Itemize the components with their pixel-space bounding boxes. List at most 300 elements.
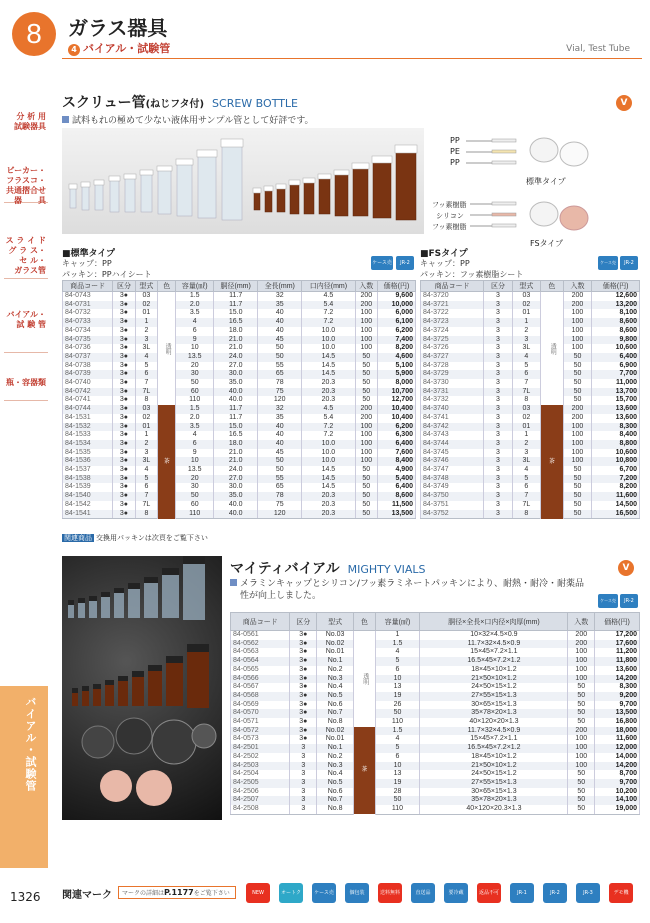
price: 5,900 — [378, 370, 416, 379]
standard-table — [62, 280, 416, 519]
col-header: 価格(円) — [378, 281, 416, 292]
product-code: 84-3744 — [421, 440, 484, 449]
price: 14,100 — [595, 796, 640, 805]
table-row — [63, 388, 416, 397]
model: 01 — [135, 309, 157, 318]
spec-value: 65 — [258, 370, 302, 379]
price: 8,600 — [378, 492, 416, 501]
price: 8,600 — [592, 318, 640, 327]
product-code: 84-3731 — [421, 388, 484, 397]
table-row — [231, 640, 640, 649]
quantity: 200 — [563, 292, 591, 301]
category: 3 — [290, 770, 317, 779]
product-code: 84-0742 — [63, 388, 113, 397]
sidebar-item-analysis[interactable]: 分 析 用 試験器具 — [14, 112, 46, 131]
price: 7,200 — [592, 475, 640, 484]
price: 16,500 — [592, 510, 640, 519]
table-row — [421, 388, 640, 397]
price: 15,700 — [592, 396, 640, 405]
category: 3● — [113, 483, 135, 492]
related-tag: 関連商品 — [64, 534, 92, 542]
spec-value: 2.0 — [176, 301, 214, 310]
product-code: 84-3741 — [421, 414, 484, 423]
model: 6 — [512, 483, 540, 492]
product-code: 84-2508 — [231, 805, 290, 814]
category: 3 — [290, 744, 317, 753]
quantity: 50 — [563, 353, 591, 362]
table-row — [63, 292, 416, 301]
price: 8,200 — [378, 344, 416, 353]
model: 8 — [512, 396, 540, 405]
category: 3● — [113, 457, 135, 466]
category: 3 — [484, 327, 512, 336]
model: No.1 — [317, 744, 354, 753]
spec-value: 60 — [176, 501, 214, 510]
spec-value: 120 — [258, 510, 302, 519]
price: 14,200 — [595, 762, 640, 771]
table-row — [63, 431, 416, 440]
spec-value: 75 — [258, 501, 302, 510]
dimensions: 15×45×7.2×1.1 — [420, 735, 568, 744]
spec-value: 14.5 — [302, 483, 355, 492]
price: 6,400 — [378, 483, 416, 492]
category: 3 — [290, 779, 317, 788]
spec-value: 50 — [176, 492, 214, 501]
quantity: 100 — [568, 675, 595, 684]
capacity: 6 — [375, 666, 420, 675]
quantity: 100 — [563, 449, 591, 458]
spec-value: 7.2 — [302, 423, 355, 432]
spec-value: 10 — [176, 344, 214, 353]
category: 3● — [290, 727, 317, 736]
col-header: 色 — [541, 281, 564, 292]
spec-value: 50 — [355, 370, 377, 379]
product-code: 84-3747 — [421, 466, 484, 475]
price: 14,000 — [595, 753, 640, 762]
spec-value: 50 — [258, 353, 302, 362]
product-code: 84-3750 — [421, 492, 484, 501]
spec-value: 60 — [176, 388, 214, 397]
spec-value: 40.0 — [214, 396, 258, 405]
category: 3 — [484, 301, 512, 310]
col-header: 型式 — [135, 281, 157, 292]
mighty-title-en: MIGHTY VIALS — [347, 563, 426, 576]
category: 3● — [113, 431, 135, 440]
col-header: 区分 — [113, 281, 135, 292]
price: 14,200 — [595, 675, 640, 684]
model: 4 — [135, 466, 157, 475]
category: 3● — [290, 718, 317, 727]
spec-value: 30.0 — [214, 370, 258, 379]
category: 3● — [113, 344, 135, 353]
sidebar-divider — [4, 400, 48, 401]
spec-value: 100 — [355, 440, 377, 449]
table-row — [231, 796, 640, 805]
category: 3 — [484, 309, 512, 318]
category: 3 — [484, 483, 512, 492]
spec-value: 40.0 — [214, 388, 258, 397]
price: 6,200 — [378, 423, 416, 432]
category: 3● — [290, 701, 317, 710]
spec-value: 78 — [258, 492, 302, 501]
dimensions: 30×65×15×1.3 — [420, 701, 568, 710]
spec-value: 11.7 — [214, 414, 258, 423]
capacity: 50 — [375, 709, 420, 718]
spec-value: 4.5 — [302, 292, 355, 301]
model: No.5 — [317, 692, 354, 701]
table-row — [421, 431, 640, 440]
model: No.1 — [317, 657, 354, 666]
spec-value: 18.0 — [214, 440, 258, 449]
col-header: 色 — [158, 281, 176, 292]
spec-value: 50 — [355, 388, 377, 397]
price: 18,000 — [595, 727, 640, 736]
spec-value: 50 — [355, 396, 377, 405]
category: 3● — [113, 449, 135, 458]
table-row — [63, 492, 416, 501]
mark-icon: JR-1 — [510, 883, 534, 903]
table-row — [421, 492, 640, 501]
spec-value: 40 — [258, 327, 302, 336]
model: No.03 — [317, 631, 354, 640]
price: 4,600 — [378, 353, 416, 362]
price: 10,800 — [592, 457, 640, 466]
spec-value: 40.0 — [214, 510, 258, 519]
spec-value: 3.5 — [176, 309, 214, 318]
spec-value: 50 — [355, 379, 377, 388]
product-code: 84-1539 — [63, 483, 113, 492]
table-row — [63, 309, 416, 318]
price: 10,700 — [378, 388, 416, 397]
table-row — [63, 457, 416, 466]
price: 8,600 — [592, 327, 640, 336]
product-code: 84-3724 — [421, 327, 484, 336]
spec-value: 40 — [258, 440, 302, 449]
table-row — [421, 396, 640, 405]
price: 8,300 — [592, 423, 640, 432]
spec-value: 15.0 — [214, 309, 258, 318]
marks-box-text: マークの詳細は — [122, 890, 165, 897]
section-subtitle — [68, 40, 170, 56]
price: 17,200 — [595, 631, 640, 640]
price: 8,200 — [592, 483, 640, 492]
product-code: 84-1531 — [63, 414, 113, 423]
table-row — [421, 309, 640, 318]
table-row — [231, 779, 640, 788]
price: 7,600 — [378, 449, 416, 458]
table-row — [421, 405, 640, 414]
model: No.01 — [317, 648, 354, 657]
price: 6,200 — [378, 327, 416, 336]
product-code: 84-0744 — [63, 405, 113, 414]
product-code: 84-3751 — [421, 501, 484, 510]
table-row — [63, 449, 416, 458]
price: 8,400 — [378, 457, 416, 466]
price: 6,700 — [592, 466, 640, 475]
spec-value: 50 — [355, 353, 377, 362]
spec-value: 50 — [355, 501, 377, 510]
spec-value: 20.3 — [302, 388, 355, 397]
marks-box-suffix: をご覧下さい — [193, 890, 230, 897]
col-header: 区分 — [484, 281, 512, 292]
mighty-title-main: マイティバイアル — [230, 561, 340, 577]
quantity: 50 — [563, 466, 591, 475]
price: 12,700 — [378, 396, 416, 405]
model: 5 — [512, 475, 540, 484]
color-clear: 透明 — [541, 292, 564, 406]
price: 6,100 — [378, 318, 416, 327]
model: No.3 — [317, 762, 354, 771]
product-code: 84-0735 — [63, 336, 113, 345]
spec-value: 7.2 — [302, 309, 355, 318]
col-header: 商品コード — [231, 613, 290, 631]
quantity: 200 — [568, 727, 595, 736]
case-sale-icon: ケース売 — [371, 256, 393, 270]
marks-box-page[interactable]: P.1177 — [164, 888, 194, 897]
spec-value: 120 — [258, 396, 302, 405]
category: 3 — [484, 405, 512, 414]
category: 3 — [484, 353, 512, 362]
category: 3● — [113, 405, 135, 414]
case-sale-icon: ケース売 — [598, 256, 618, 270]
spec-value: 24.0 — [214, 353, 258, 362]
product-code: 84-2507 — [231, 796, 290, 805]
category: 3● — [113, 309, 135, 318]
model: 1 — [512, 431, 540, 440]
product-code: 84-3743 — [421, 431, 484, 440]
product-code: 84-1533 — [63, 431, 113, 440]
table-row — [421, 510, 640, 519]
price: 13,600 — [592, 405, 640, 414]
mighty-description — [230, 578, 630, 602]
category: 3● — [290, 657, 317, 666]
table-row — [63, 344, 416, 353]
quantity: 100 — [563, 457, 591, 466]
quantity: 50 — [563, 396, 591, 405]
spec-value: 40 — [258, 431, 302, 440]
price: 8,400 — [592, 431, 640, 440]
capacity: 4 — [375, 735, 420, 744]
model: 1 — [135, 431, 157, 440]
mighty-vial-illustration — [62, 556, 222, 820]
quantity: 50 — [568, 701, 595, 710]
col-header: 型式 — [317, 613, 354, 631]
dimensions: 18×45×10×1.2 — [420, 753, 568, 762]
category: 3 — [484, 318, 512, 327]
mighty-table — [230, 612, 640, 815]
product-code: 84-0571 — [231, 718, 290, 727]
sidebar-item-slide[interactable]: ス ラ イ ド グ ラ ス・ セ ル・ ガラス管 — [5, 236, 46, 275]
spec-value: 200 — [355, 414, 377, 423]
price: 11,200 — [595, 648, 640, 657]
fs-layer-label: フッ素樹脂 — [432, 223, 467, 231]
model: No.3 — [317, 675, 354, 684]
model: 03 — [512, 405, 540, 414]
spec-value: 21.0 — [214, 336, 258, 345]
spec-value: 45 — [258, 449, 302, 458]
brand-logo-icon: V — [616, 95, 632, 111]
category: 3● — [113, 327, 135, 336]
category: 3● — [113, 362, 135, 371]
quantity: 100 — [563, 423, 591, 432]
table-row — [231, 727, 640, 736]
table-row — [231, 744, 640, 753]
sidebar-active-tab[interactable] — [0, 686, 48, 868]
product-code: 84-0734 — [63, 327, 113, 336]
product-code: 84-2502 — [231, 753, 290, 762]
quantity: 50 — [568, 779, 595, 788]
quantity: 50 — [563, 388, 591, 397]
product-code: 84-0736 — [63, 344, 113, 353]
product-code: 84-3746 — [421, 457, 484, 466]
capacity: 4 — [375, 648, 420, 657]
brand-logo-icon: V — [618, 560, 634, 576]
category: 3 — [484, 344, 512, 353]
product-code: 84-0737 — [63, 353, 113, 362]
product-code: 84-3730 — [421, 379, 484, 388]
spec-value: 50 — [176, 379, 214, 388]
category: 3● — [290, 675, 317, 684]
sidebar-divider — [4, 352, 48, 353]
standard-type-caption: 標準タイプ — [526, 177, 566, 186]
table-row — [231, 709, 640, 718]
model: No.4 — [317, 683, 354, 692]
price: 10,400 — [378, 414, 416, 423]
capacity: 13 — [375, 683, 420, 692]
capacity: 28 — [375, 788, 420, 797]
price: 11,600 — [592, 492, 640, 501]
quantity: 200 — [563, 414, 591, 423]
spec-value: 20.3 — [302, 510, 355, 519]
table-row — [63, 301, 416, 310]
model: No.2 — [317, 666, 354, 675]
jr2-icon: JR-2 — [620, 256, 638, 270]
category: 3● — [290, 648, 317, 657]
spec-value: 13.5 — [176, 466, 214, 475]
standard-cap-spec: キャップ：PP — [62, 259, 112, 268]
spec-value: 13.5 — [176, 353, 214, 362]
spec-value: 100 — [355, 457, 377, 466]
dimensions: 16.5×45×7.2×1.2 — [420, 657, 568, 666]
model: 7 — [135, 379, 157, 388]
table-row — [63, 370, 416, 379]
table-row — [63, 318, 416, 327]
sidebar — [0, 60, 52, 870]
category: 3 — [484, 457, 512, 466]
header-divider — [62, 58, 642, 59]
category: 3 — [484, 466, 512, 475]
product-code: 84-3727 — [421, 353, 484, 362]
quantity: 100 — [563, 327, 591, 336]
spec-value: 100 — [355, 327, 377, 336]
price: 6,400 — [592, 353, 640, 362]
spec-value: 21.0 — [214, 344, 258, 353]
price: 6,000 — [378, 309, 416, 318]
price: 10,600 — [592, 449, 640, 458]
spec-value: 30 — [176, 370, 214, 379]
spec-value: 1.5 — [176, 405, 214, 414]
mark-icon: JR-3 — [576, 883, 600, 903]
color-clear: 透明 — [158, 292, 176, 406]
packing-layer-label: PP — [450, 136, 460, 145]
col-header: 全長(mm) — [258, 281, 302, 292]
product-code: 84-3740 — [421, 405, 484, 414]
spec-value: 14.5 — [302, 466, 355, 475]
table-row — [421, 336, 640, 345]
sidebar-item-beaker[interactable]: ビーカー・ フラスコ・ 共通摺合せ 器 具 — [6, 166, 46, 205]
standard-packing-spec: パッキン：PPハイシート — [62, 270, 152, 279]
price: 12,600 — [592, 292, 640, 301]
spec-value: 3.5 — [176, 423, 214, 432]
table-row — [231, 805, 640, 814]
spec-value: 14.5 — [302, 353, 355, 362]
price: 13,600 — [595, 666, 640, 675]
product-code: 84-0570 — [231, 709, 290, 718]
table-row — [231, 718, 640, 727]
mighty-desc-line1: メラミンキャップとシリコン/フッ素ラミネートパッキンにより、耐熱・耐冷・耐薬品 — [240, 579, 584, 589]
product-code: 84-0566 — [231, 675, 290, 684]
table-row — [421, 457, 640, 466]
spec-value: 65 — [258, 483, 302, 492]
category: 3 — [484, 431, 512, 440]
packing-layer-label: PE — [450, 147, 460, 156]
category: 3 — [484, 388, 512, 397]
model: 7L — [512, 501, 540, 510]
capacity: 1.5 — [375, 727, 420, 736]
capacity: 110 — [375, 805, 420, 814]
sidebar-item-container[interactable]: 瓶・容器類 — [6, 378, 46, 387]
category: 3 — [484, 449, 512, 458]
dimensions: 16.5×45×7.2×1.2 — [420, 744, 568, 753]
screw-title-en: SCREW BOTTLE — [212, 97, 299, 110]
col-header: 胴径(mm) — [214, 281, 258, 292]
table-row — [63, 475, 416, 484]
model: No.8 — [317, 805, 354, 814]
quantity: 100 — [568, 753, 595, 762]
quantity: 50 — [563, 492, 591, 501]
quantity: 50 — [563, 483, 591, 492]
table-row — [421, 423, 640, 432]
spec-value: 27.0 — [214, 362, 258, 371]
price: 7,700 — [592, 370, 640, 379]
category: 3 — [484, 440, 512, 449]
spec-value: 16.5 — [214, 431, 258, 440]
category: 3● — [113, 370, 135, 379]
spec-value: 18.0 — [214, 327, 258, 336]
model: 02 — [135, 414, 157, 423]
quantity: 100 — [563, 318, 591, 327]
spec-value: 4.5 — [302, 405, 355, 414]
table-row — [231, 692, 640, 701]
category: 3● — [290, 640, 317, 649]
quantity: 200 — [563, 405, 591, 414]
table-row — [421, 292, 640, 301]
dimensions: 40×120×20.3×1.3 — [420, 805, 568, 814]
category: 3● — [290, 692, 317, 701]
model: 1 — [135, 318, 157, 327]
sidebar-item-vial[interactable]: バイアル・ 試 験 管 — [6, 310, 46, 329]
mark-icon: 要冷蔵 — [444, 883, 468, 903]
dimensions: 21×50×10×1.2 — [420, 762, 568, 771]
mighty-desc-line2: 性が向上しました。 — [240, 591, 322, 601]
table-row — [231, 788, 640, 797]
category: 3 — [484, 423, 512, 432]
fs-type-specs — [420, 258, 523, 280]
spec-value: 50 — [355, 483, 377, 492]
spec-value: 10 — [176, 457, 214, 466]
quantity: 100 — [568, 666, 595, 675]
product-code: 84-1542 — [63, 501, 113, 510]
